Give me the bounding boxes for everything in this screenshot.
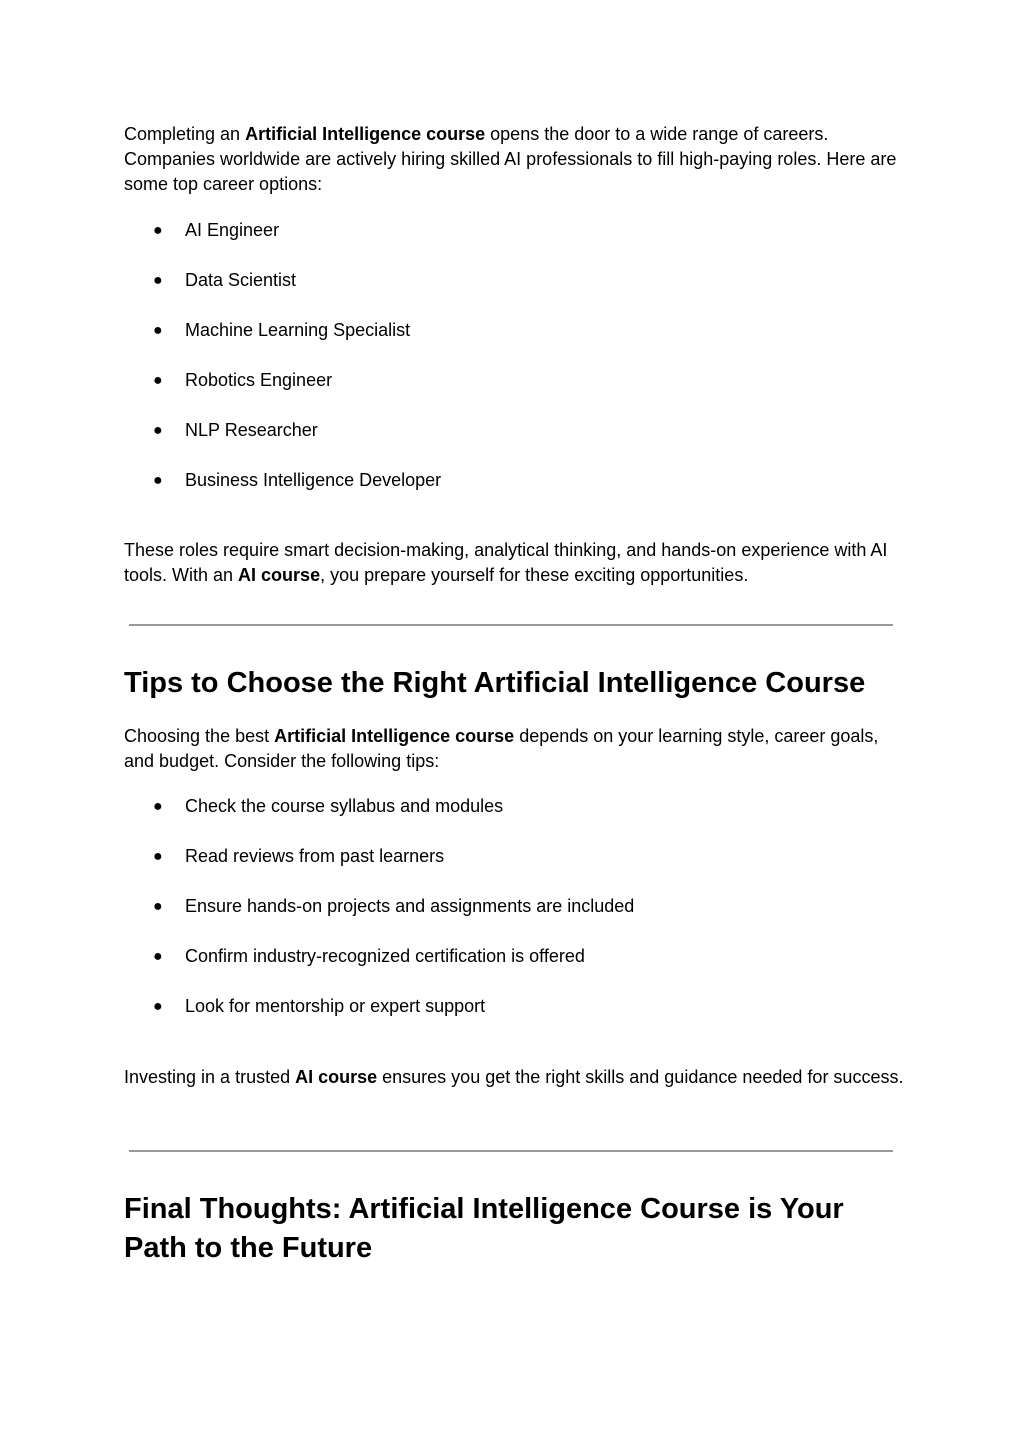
list-item-label: NLP Researcher: [185, 420, 318, 440]
list-item-label: Data Scientist: [185, 270, 297, 290]
tips-note-bold: AI course: [295, 1067, 378, 1087]
section-divider: [129, 624, 893, 626]
careers-note-pre: These roles require smart decision-making, analytical thinking, and hands-on experience with AI tools. With an: [124, 540, 888, 585]
list-item: [124, 894, 904, 944]
tips-intro-bold: Artificial Intelligence course: [274, 726, 515, 746]
list-item: [124, 418, 904, 468]
bullet-icon: ●: [153, 222, 163, 239]
intro-text-pre: Completing an: [124, 124, 246, 144]
tips-heading: Tips to Choose the Right Artificial Intelligence Course: [124, 667, 866, 699]
bullet-icon: ●: [153, 322, 163, 339]
final-thoughts-heading: Final Thoughts: Artificial Intelligence Course is Your Path to the Future: [124, 1193, 844, 1264]
bullet-icon: ●: [153, 272, 163, 289]
tips-intro-paragraph: [124, 724, 904, 774]
list-item: [124, 468, 904, 518]
bullet-icon: ●: [153, 372, 163, 389]
intro-text-post: opens the door to a wide range of careers. Companies worldwide are actively hiring skilled AI professionals to fill high-paying roles. Here are some top career options:: [124, 124, 897, 194]
list-item-label: Read reviews from past learners: [185, 846, 445, 866]
list-item-label: Ensure hands-on projects and assignments are included: [185, 896, 635, 916]
list-item: [124, 368, 904, 418]
bullet-icon: ●: [153, 948, 163, 965]
bullet-icon: ●: [153, 848, 163, 865]
bullet-icon: ●: [153, 998, 163, 1015]
list-item-label: AI Engineer: [185, 220, 280, 240]
list-item-label: Robotics Engineer: [185, 370, 333, 390]
list-item: [124, 268, 904, 318]
careers-note-post: , you prepare yourself for these exciting opportunities.: [320, 565, 749, 585]
intro-paragraph: [124, 122, 904, 197]
list-item-label: Machine Learning Specialist: [185, 320, 411, 340]
list-item: [124, 318, 904, 368]
list-item: [124, 944, 904, 994]
bullet-icon: ●: [153, 798, 163, 815]
careers-note-bold: AI course: [238, 565, 321, 585]
list-item: [124, 844, 904, 894]
list-item-label: Confirm industry-recognized certification is offered: [185, 946, 585, 966]
career-options-list: [124, 218, 904, 518]
tips-intro-post: depends on your learning style, career goals, and budget. Consider the following tips:: [124, 726, 879, 771]
list-item-label: Business Intelligence Developer: [185, 470, 442, 490]
list-item-label: Look for mentorship or expert support: [185, 996, 486, 1016]
intro-text-bold: Artificial Intelligence course: [245, 124, 486, 144]
tips-note-pre: Investing in a trusted: [124, 1067, 296, 1087]
tips-note-post: ensures you get the right skills and guidance needed for success.: [377, 1067, 904, 1087]
bullet-icon: ●: [153, 898, 163, 915]
list-item: [124, 994, 904, 1044]
list-item: [124, 794, 904, 844]
list-item: [124, 218, 904, 268]
list-item-label: Check the course syllabus and modules: [185, 796, 504, 816]
tips-list: [124, 794, 904, 1044]
section-divider: [129, 1150, 893, 1152]
tips-note-paragraph: [124, 1065, 904, 1090]
careers-note-paragraph: [124, 538, 904, 588]
bullet-icon: ●: [153, 472, 163, 489]
bullet-icon: ●: [153, 422, 163, 439]
tips-intro-pre: Choosing the best: [124, 726, 275, 746]
